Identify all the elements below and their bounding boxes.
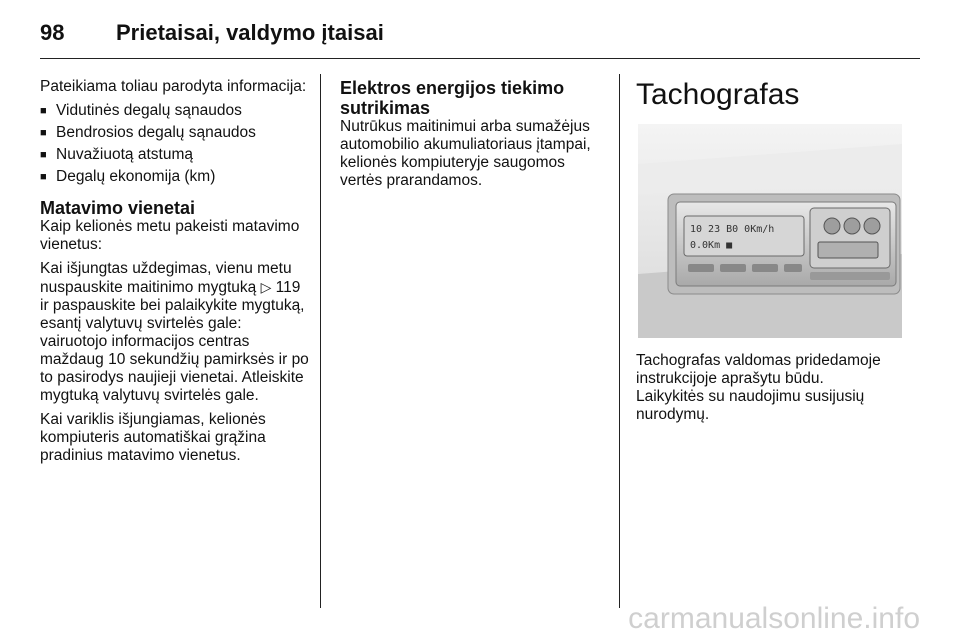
bullet-square-icon: ■: [40, 105, 47, 117]
list-item: [40, 168, 310, 186]
list-item-text: Degalų ekonomija (km): [56, 168, 216, 185]
column-1: [40, 78, 310, 471]
header-divider: [40, 58, 920, 59]
page-title: Prietaisai, valdymo įtaisai: [116, 20, 384, 45]
page-header: [40, 14, 384, 52]
section-heading-units: Matavimo vienetai: [40, 198, 196, 218]
list-item: [40, 124, 310, 142]
power-paragraph: Nutrūkus maitinimui arba sumažėjus automobilio akumuliatoriaus įtampai, kelionės kompiuteryje saugomos vertės prarandamos.: [340, 118, 591, 189]
list-item-text: Bendrosios degalų sąnaudos: [56, 124, 256, 141]
tachograph-display-line-1: 10 23 B0 0Km/h: [690, 224, 775, 235]
units-paragraph-2: [40, 260, 310, 405]
units-paragraph-1: Kaip kelionės metu pakeisti matavimo vienetus:: [40, 218, 300, 253]
page-number: 98: [40, 20, 65, 45]
section-heading-tachograph: Tachografas: [636, 78, 800, 111]
tachograph-display-line-2: 0.0Km ■: [690, 240, 733, 251]
bullet-square-icon: ■: [40, 149, 47, 161]
cross-reference-arrow-icon[interactable]: ▷: [260, 279, 272, 295]
bullet-square-icon: ■: [40, 171, 47, 183]
bullet-square-icon: ■: [40, 127, 47, 139]
column-divider-1: [320, 74, 321, 608]
tachograph-illustration-icon: [638, 124, 902, 338]
watermark: carmanualsonline.info: [628, 602, 920, 635]
list-item: [40, 102, 310, 120]
list-item: [40, 146, 310, 164]
units-paragraph-2-post: 119 ir paspauskite bei palaikykite mygtuką, esantį valytuvų svirtelės gale: vairuotojo informacijos centras maždaug 10 sekundžių pamirksės ir po to pasirodys naujieji vienetai. Atleiskite mygtuką valytuvų svirtelės gale.: [40, 279, 309, 404]
tachograph-paragraph-2: Laikykitės su naudojimu susijusių nurodymų.: [636, 388, 865, 423]
column-3: [636, 78, 916, 430]
column-2: [340, 78, 610, 196]
list-item-text: Nuvažiuotą atstumą: [56, 146, 193, 163]
tachograph-paragraph-1: Tachografas valdomas pridedamoje instrukcijoje aprašytu būdu.: [636, 352, 881, 387]
units-paragraph-3: Kai variklis išjungiamas, kelionės kompiuteris automatiškai grąžina pradinius matavimo vienetus.: [40, 411, 266, 464]
section-heading-power: Elektros energijos tiekimo sutrikimas: [340, 78, 565, 118]
units-paragraph-2-pre: Kai išjungtas uždegimas, vienu metu nuspauskite maitinimo mygtuką: [40, 260, 292, 296]
intro-paragraph: Pateikiama toliau parodyta informacija:: [40, 78, 307, 95]
list-item-text: Vidutinės degalų sąnaudos: [56, 102, 242, 119]
column-divider-2: [619, 74, 620, 608]
